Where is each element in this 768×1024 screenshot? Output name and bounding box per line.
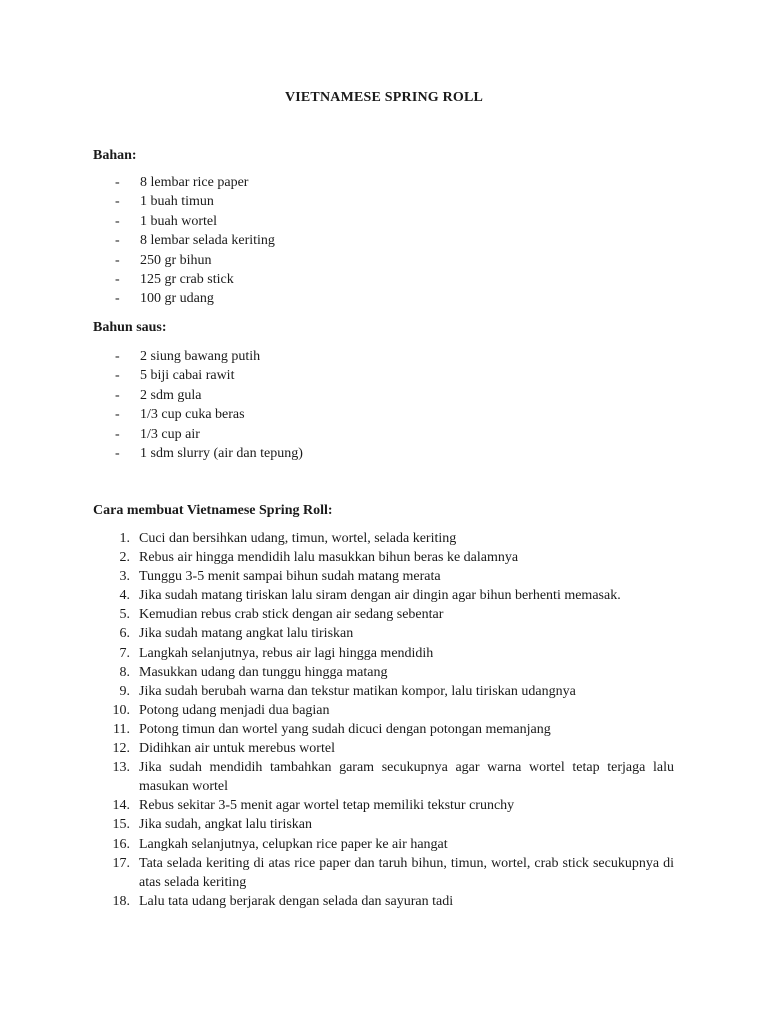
step-number: 9. [119, 683, 130, 699]
step-number: 11. [113, 721, 130, 737]
ingredient-text: 1/3 cup cuka beras [140, 407, 245, 423]
step-text: Masukkan udang dan tunggu hingga matang [139, 664, 388, 680]
dash-bullet: - [115, 426, 120, 442]
dash-bullet: - [115, 445, 120, 461]
step-number: 6. [119, 626, 130, 642]
step-number: 13. [112, 760, 130, 776]
list-item [0, 739, 768, 758]
ingredient-text: 250 gr bihun [140, 252, 212, 268]
bahun-saus-heading: Bahun saus: [93, 320, 167, 335]
list-item [0, 624, 768, 643]
step-text: Jika sudah matang tiriskan lalu siram dengan air dingin agar bihun berhenti memasak. [139, 588, 621, 604]
list-item [0, 835, 768, 854]
step-text: Lalu tata udang berjarak dengan selada dan sayuran tadi [139, 893, 454, 909]
dash-bullet: - [115, 175, 120, 190]
dash-bullet: - [115, 213, 120, 229]
ingredient-text: 2 siung bawang putih [140, 349, 261, 364]
step-number: 15. [112, 817, 130, 833]
step-number: 18. [112, 893, 130, 909]
step-text: Potong timun dan wortel yang sudah dicuci dengan potongan memanjang [139, 721, 551, 737]
ingredient-text: 1 sdm slurry (air dan tepung) [140, 445, 303, 461]
step-number: 4. [119, 588, 130, 604]
list-item [0, 586, 768, 605]
list-item [0, 701, 768, 720]
step-text: Jika sudah matang angkat lalu tiriskan [139, 626, 354, 642]
step-text: Langkah selanjutnya, celupkan rice paper ke air hangat [139, 836, 448, 852]
ingredient-text: 1/3 cup air [140, 426, 200, 442]
step-text: Jika sudah berubah warna dan tekstur matikan kompor, lalu tiriskan udangnya [139, 683, 576, 699]
dash-bullet: - [115, 271, 120, 287]
step-number: 16. [112, 836, 130, 852]
dash-bullet: - [115, 194, 120, 210]
step-text: Cuci dan bersihkan udang, timun, wortel, selada keriting [139, 531, 457, 546]
list-item [0, 567, 768, 586]
step-number: 2. [119, 550, 130, 566]
step-number: 14. [112, 798, 130, 814]
ingredient-text: 8 lembar rice paper [140, 175, 249, 190]
bahan-heading: Bahan: [93, 148, 137, 163]
ingredient-text: 8 lembar selada keriting [140, 233, 275, 249]
dash-bullet: - [115, 387, 120, 403]
list-item [0, 854, 768, 892]
dash-bullet: - [115, 349, 120, 364]
step-number: 10. [112, 702, 130, 718]
page-title: VIETNAMESE SPRING ROLL [284, 90, 484, 105]
list-item [0, 815, 768, 834]
step-number: 5. [119, 607, 130, 623]
list-item [0, 644, 768, 663]
step-text: Langkah selanjutnya, rebus air lagi hingga mendidih [139, 645, 434, 661]
list-item [0, 758, 768, 796]
list-item [0, 796, 768, 815]
ingredient-text: 2 sdm gula [140, 387, 202, 403]
dash-bullet: - [115, 368, 120, 384]
step-text: Tunggu 3-5 menit sampai bihun sudah matang merata [139, 569, 441, 585]
ingredient-text: 125 gr crab stick [140, 271, 234, 287]
ingredient-text: 5 biji cabai rawit [140, 368, 235, 384]
dash-bullet: - [115, 252, 120, 268]
dash-bullet: - [115, 407, 120, 423]
step-number: 1. [119, 531, 130, 546]
step-text: Didihkan air untuk merebus wortel [139, 741, 335, 757]
step-text: Jika sudah mendidih tambahkan garam secukupnya agar warna wortel tetap terjaga lalu masukan wortel [139, 760, 674, 795]
step-text: Kemudian rebus crab stick dengan air sedang sebentar [139, 607, 444, 623]
dash-bullet: - [115, 291, 120, 307]
steps-list [0, 529, 768, 911]
list-item [0, 529, 768, 548]
step-text: Rebus sekitar 3-5 menit agar wortel tetap memiliki tekstur crunchy [139, 798, 515, 814]
step-text: Jika sudah, angkat lalu tiriskan [139, 817, 313, 833]
list-item [0, 720, 768, 739]
list-item [0, 682, 768, 701]
cara-heading: Cara membuat Vietnamese Spring Roll: [93, 503, 333, 518]
dash-bullet: - [115, 233, 120, 249]
step-number: 3. [119, 569, 130, 585]
step-text: Tata selada keriting di atas rice paper dan taruh bihun, timun, wortel, crab stick secukupnya di atas selada keriting [139, 855, 674, 890]
step-number: 17. [112, 855, 130, 871]
list-item [0, 548, 768, 567]
list-item [0, 663, 768, 682]
step-number: 8. [119, 664, 130, 680]
ingredient-text: 1 buah timun [140, 194, 214, 210]
ingredient-text: 100 gr udang [140, 291, 214, 307]
step-text: Rebus air hingga mendidih lalu masukkan bihun beras ke dalamnya [139, 550, 519, 566]
step-number: 12. [112, 741, 130, 757]
step-text: Potong udang menjadi dua bagian [139, 702, 330, 718]
list-item [0, 605, 768, 624]
step-number: 7. [119, 645, 130, 661]
list-item [0, 892, 768, 911]
ingredient-text: 1 buah wortel [140, 213, 217, 229]
